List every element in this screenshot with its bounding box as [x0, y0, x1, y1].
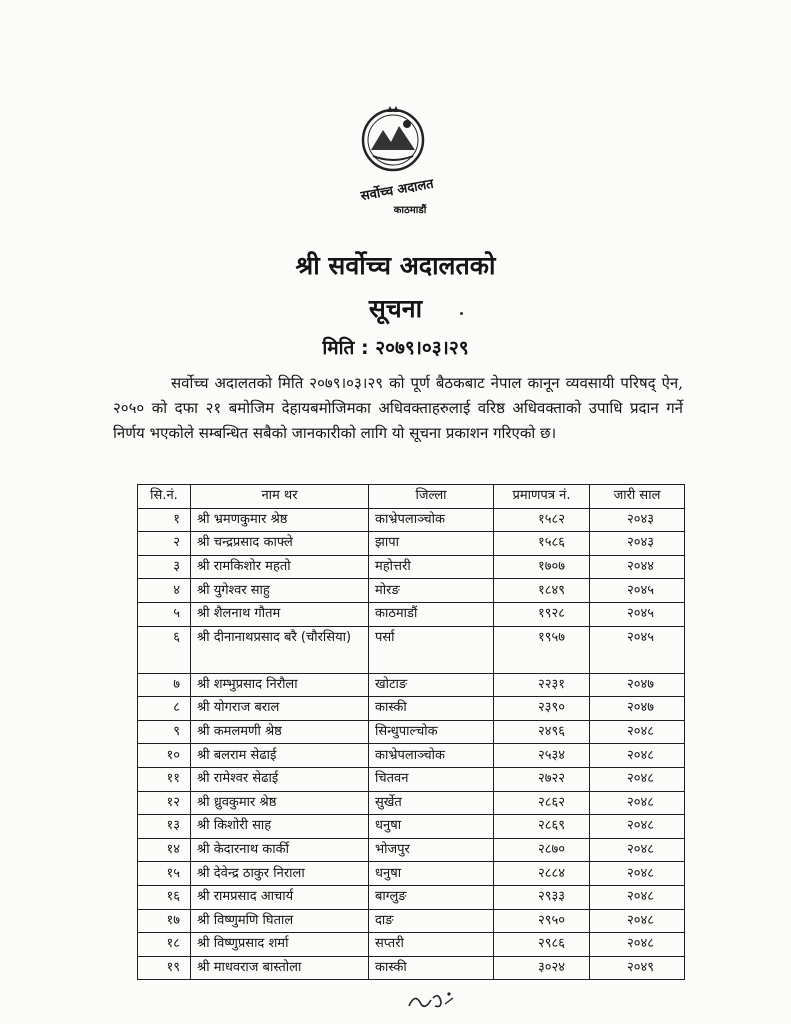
- cell-serial: २: [138, 532, 191, 556]
- cell-year: २०४७: [590, 673, 685, 697]
- cell-name: श्री माधवराज बास्तोला: [191, 956, 369, 980]
- column-header-certificate: प्रमाणपत्र नं.: [494, 485, 590, 509]
- table-row: [138, 838, 685, 862]
- cell-district: धनुषा: [369, 862, 494, 886]
- cell-year: २०४८: [590, 838, 685, 862]
- cell-certificate: १७०७: [494, 555, 590, 579]
- notice-paragraph-text: सर्वोच्च अदालतको मिति २०७९।०३।२९ को पूर्ण बैठकबाट नेपाल कानून व्यवसायी परिषद् ऐन, २०५० को दफा २१ बमोजिम देहायबमोजिमका अधिवक्ताहरुलाई वरिष्ठ अधिवक्ताको उपाधि प्रदान गर्ने निर्णय भएकोले सम्बन्धित सबैको जानकारीको लागि यो सूचना प्रकाशन गरिएको छ।: [113, 374, 683, 442]
- cell-year: २०४५: [590, 626, 685, 673]
- cell-district: पर्सा: [369, 626, 494, 673]
- advocate-list-table: [137, 484, 685, 980]
- cell-certificate: २७२२: [494, 767, 590, 791]
- cell-district: सुर्खेत: [369, 791, 494, 815]
- cell-name: श्री विष्णुप्रसाद शर्मा: [191, 933, 369, 957]
- cell-year: २०४८: [590, 909, 685, 933]
- column-header-year: जारी साल: [590, 485, 685, 509]
- cell-year: २०४८: [590, 862, 685, 886]
- column-header-serial: सि.नं.: [138, 485, 191, 509]
- cell-serial: १९: [138, 956, 191, 980]
- table-row: [138, 885, 685, 909]
- seal-text-bottom: काठमाडौं: [393, 205, 427, 216]
- cell-name: श्री किशोरी साह: [191, 815, 369, 839]
- table-row: [138, 815, 685, 839]
- cell-name: श्री कमलमणी श्रेष्ठ: [191, 720, 369, 744]
- cell-district: मोरङ: [369, 579, 494, 603]
- seal-text-top: सर्वोच्च अदालत: [359, 176, 435, 205]
- cell-year: २०४५: [590, 579, 685, 603]
- column-header-district: जिल्ला: [369, 485, 494, 509]
- cell-serial: १३: [138, 815, 191, 839]
- cell-serial: १२: [138, 791, 191, 815]
- cell-serial: १: [138, 508, 191, 532]
- table-row: [138, 697, 685, 721]
- cell-serial: ८: [138, 697, 191, 721]
- cell-district: काभ्रेपलाञ्चोक: [369, 744, 494, 768]
- cell-district: झापा: [369, 532, 494, 556]
- table-row: [138, 555, 685, 579]
- cell-year: २०४३: [590, 532, 685, 556]
- cell-district: काभ्रेपलाञ्चोक: [369, 508, 494, 532]
- cell-district: भोजपुर: [369, 838, 494, 862]
- cell-name: श्री शैलनाथ गौतम: [191, 602, 369, 626]
- table-row: [138, 767, 685, 791]
- notice-heading: श्री सर्वोच्च अदालतको: [295, 251, 496, 280]
- cell-certificate: १५८२: [494, 508, 590, 532]
- cell-name: श्री भ्रमणकुमार श्रेष्ठ: [191, 508, 369, 532]
- cell-district: धनुषा: [369, 815, 494, 839]
- cell-serial: १५: [138, 862, 191, 886]
- cell-district: सिन्धुपाल्चोक: [369, 720, 494, 744]
- cell-name: श्री रामेश्वर सेढाई: [191, 767, 369, 791]
- cell-certificate: ३०२४: [494, 956, 590, 980]
- cell-certificate: २८७०: [494, 838, 590, 862]
- cell-serial: ७: [138, 673, 191, 697]
- cell-district: कास्की: [369, 697, 494, 721]
- cell-name: श्री ध्रुवकुमार श्रेष्ठ: [191, 791, 369, 815]
- cell-district: बाग्लुङ: [369, 885, 494, 909]
- cell-serial: ९: [138, 720, 191, 744]
- table-row: [138, 744, 685, 768]
- table-row: [138, 909, 685, 933]
- cell-certificate: २२३१: [494, 673, 590, 697]
- cell-serial: १४: [138, 838, 191, 862]
- cell-name: श्री चन्द्रप्रसाद काफ्ले: [191, 532, 369, 556]
- cell-certificate: २८८४: [494, 862, 590, 886]
- cell-serial: १७: [138, 909, 191, 933]
- cell-certificate: २८६२: [494, 791, 590, 815]
- cell-year: २०४८: [590, 720, 685, 744]
- cell-year: २०४८: [590, 744, 685, 768]
- cell-district: कास्की: [369, 956, 494, 980]
- cell-serial: ४: [138, 579, 191, 603]
- cell-year: २०४८: [590, 791, 685, 815]
- cell-certificate: २९८६: [494, 933, 590, 957]
- cell-certificate: २९५०: [494, 909, 590, 933]
- cell-name: श्री बलराम सेढाई: [191, 744, 369, 768]
- cell-district: काठमाडौं: [369, 602, 494, 626]
- cell-year: २०४८: [590, 815, 685, 839]
- cell-certificate: २३९०: [494, 697, 590, 721]
- cell-serial: ५: [138, 602, 191, 626]
- cell-certificate: १९२८: [494, 602, 590, 626]
- cell-name: श्री योगराज बराल: [191, 697, 369, 721]
- cell-district: दाङ: [369, 909, 494, 933]
- cell-year: २०४७: [590, 697, 685, 721]
- table-header-row: [138, 485, 685, 509]
- cell-serial: १८: [138, 933, 191, 957]
- cell-certificate: २५३४: [494, 744, 590, 768]
- cell-district: महोत्तरी: [369, 555, 494, 579]
- cell-name: श्री शम्भुप्रसाद निरौला: [191, 673, 369, 697]
- cell-serial: ११: [138, 767, 191, 791]
- cell-certificate: १८४९: [494, 579, 590, 603]
- table-row: [138, 933, 685, 957]
- table-row: [138, 602, 685, 626]
- cell-year: २०४४: [590, 555, 685, 579]
- cell-name: श्री युगेश्वर साहु: [191, 579, 369, 603]
- cell-certificate: २८६९: [494, 815, 590, 839]
- cell-certificate: २९३३: [494, 885, 590, 909]
- cell-name: श्री देवेन्द्र ठाकुर निराला: [191, 862, 369, 886]
- cell-name: श्री विष्णुमणि घिताल: [191, 909, 369, 933]
- notice-paragraph: [113, 371, 683, 446]
- table-row: [138, 626, 685, 673]
- stray-dot: [460, 312, 463, 315]
- table-row: [138, 532, 685, 556]
- cell-name: श्री केदारनाथ कार्की: [191, 838, 369, 862]
- table-row: [138, 791, 685, 815]
- notice-date: मिति : २०७९।०३।२९: [322, 337, 469, 359]
- cell-name: श्री रामकिशोर महतो: [191, 555, 369, 579]
- cell-certificate: २४९६: [494, 720, 590, 744]
- table-row: [138, 862, 685, 886]
- table-row: [138, 508, 685, 532]
- table-row: [138, 579, 685, 603]
- cell-certificate: १९५७: [494, 626, 590, 673]
- cell-year: २०४३: [590, 508, 685, 532]
- table-row: [138, 720, 685, 744]
- cell-district: सप्तरी: [369, 933, 494, 957]
- cell-year: २०४८: [590, 767, 685, 791]
- cell-year: २०४९: [590, 956, 685, 980]
- cell-name: श्री रामप्रसाद आचार्य: [191, 885, 369, 909]
- cell-year: २०४५: [590, 602, 685, 626]
- cell-district: खोटाङ: [369, 673, 494, 697]
- table-row: [138, 673, 685, 697]
- cell-name: श्री दीनानाथप्रसाद बरै (चौरसिया): [191, 626, 369, 673]
- cell-serial: १०: [138, 744, 191, 768]
- cell-serial: ६: [138, 626, 191, 673]
- cell-district: चितवन: [369, 767, 494, 791]
- notice-title: सूचना: [368, 294, 423, 323]
- handwritten-page-mark: [405, 986, 457, 1012]
- cell-serial: ३: [138, 555, 191, 579]
- cell-year: २०४८: [590, 933, 685, 957]
- column-header-name: नाम थर: [191, 485, 369, 509]
- cell-year: २०४८: [590, 885, 685, 909]
- cell-serial: १६: [138, 885, 191, 909]
- table-row: [138, 956, 685, 980]
- cell-certificate: १५८६: [494, 532, 590, 556]
